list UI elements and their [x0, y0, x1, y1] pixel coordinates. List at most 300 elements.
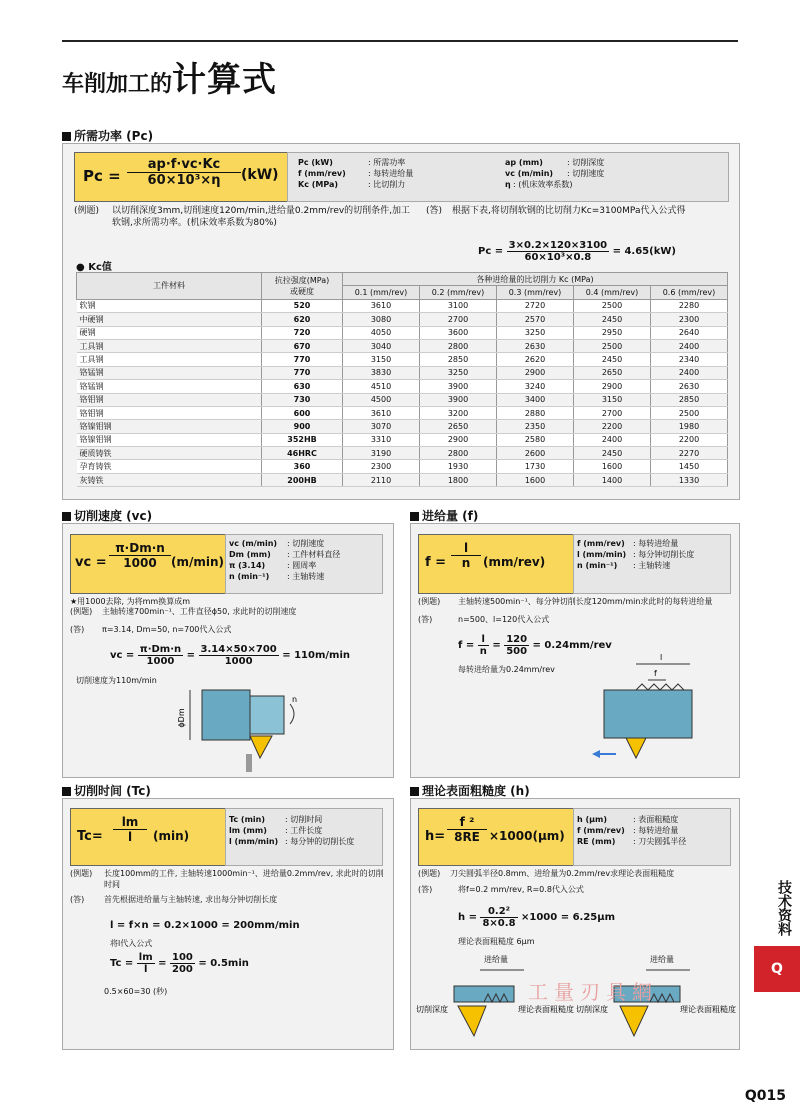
kc-cell-value: 2630	[497, 339, 574, 352]
kc-cell-value: 1600	[497, 473, 574, 486]
power-formula-numerator: ap·f·vc·Kc	[127, 157, 241, 173]
kc-cell-value: 2300	[343, 460, 420, 473]
kc-cell-value: 2900	[420, 433, 497, 446]
calc-lhs: h =	[458, 912, 477, 923]
kc-cell-value: 2650	[574, 366, 651, 379]
feed-label-1: 进给量	[484, 955, 508, 964]
section-heading-roughness: 理论表面粗糙度 (h)	[410, 782, 530, 799]
calc-lhs: f =	[458, 640, 475, 651]
kc-cell-value: 4510	[343, 380, 420, 393]
kc-cell-strength: 200HB	[262, 473, 343, 486]
time-answer-label: (答)	[70, 895, 85, 904]
section-heading-feed: 进给量 (f)	[410, 507, 478, 524]
calc-fraction-1	[138, 644, 183, 667]
table-row	[77, 326, 728, 339]
kc-cell-value: 2600	[497, 447, 574, 460]
kc-cell-strength: 520	[262, 299, 343, 312]
def-sym: n (min⁻¹)	[577, 561, 618, 570]
table-row	[77, 353, 728, 366]
calc-eq: =	[492, 640, 501, 651]
def-desc: : 切削深度	[567, 158, 605, 167]
page-title	[62, 52, 277, 101]
kc-cell-value: 1730	[497, 460, 574, 473]
def-sym: l (mm/min)	[229, 837, 279, 846]
kc-cell-value: 2900	[574, 380, 651, 393]
kc-cell-value: 1400	[574, 473, 651, 486]
power-formula-denominator: 60×10³×η	[147, 173, 221, 188]
feed-formula-lhs: f =	[425, 555, 447, 570]
def-sym: Kc (MPa)	[298, 180, 339, 189]
feed-calc	[458, 634, 612, 657]
calc-lhs: Tc =	[110, 958, 134, 969]
kc-cell-value: 2800	[420, 339, 497, 352]
kc-cell-value: 3250	[420, 366, 497, 379]
power-answer-formula	[478, 240, 676, 263]
kc-cell-value: 2720	[497, 299, 574, 312]
feed-formula-unit: (mm/rev)	[483, 555, 546, 569]
kc-col-feed: 0.6 (mm/rev)	[651, 286, 728, 299]
def-desc: : 表面粗糙度	[633, 815, 679, 824]
def-sym: f (mm/rev)	[577, 539, 625, 548]
kc-cell-value: 3150	[343, 353, 420, 366]
time-example-text: 长度100mm的工件, 主轴转速1000min⁻¹、进给量0.2mm/rev, 求此时的切削时间	[104, 869, 384, 889]
def-desc: : 每转进给量	[368, 169, 414, 178]
table-row	[77, 299, 728, 312]
kc-cell-value: 3100	[420, 299, 497, 312]
calc-fraction-2	[170, 952, 195, 975]
kc-cell-material: 硬质铸铁	[77, 447, 262, 460]
kc-cell-value: 2450	[574, 313, 651, 326]
page-title-part2: 计算式	[172, 60, 278, 100]
kc-cell-value: 1600	[574, 460, 651, 473]
power-formula-unit: (kW)	[241, 167, 279, 183]
kc-cell-value: 3610	[343, 406, 420, 419]
power-formula-box	[74, 152, 288, 202]
answer-fraction	[507, 240, 610, 263]
section-heading-power: 所需功率 (Pc)	[62, 127, 153, 144]
kc-cell-value: 3150	[574, 393, 651, 406]
kc-cell-value: 2580	[497, 433, 574, 446]
answer-denominator: 60×10³×0.8	[524, 252, 592, 263]
kc-cell-strength: 770	[262, 353, 343, 366]
table-row	[77, 393, 728, 406]
kc-cell-value: 3900	[420, 380, 497, 393]
calc-denominator: 1000	[146, 656, 175, 667]
calc-rhs: = 0.5min	[198, 958, 249, 969]
calc-rhs: ×1000 = 6.25μm	[521, 912, 616, 923]
def-sym: h (μm)	[577, 815, 608, 824]
def-sym: l (mm/min)	[577, 550, 627, 559]
def-desc: : 圆周率	[287, 561, 317, 570]
table-row	[77, 433, 728, 446]
calc-rhs: = 110m/min	[282, 650, 351, 661]
calc-denominator: 1000	[224, 656, 253, 667]
kc-cell-value: 2110	[343, 473, 420, 486]
f-label: f	[654, 669, 657, 678]
roughness-formula-numerator: f ²	[447, 815, 487, 830]
kc-cell-value: 2850	[651, 393, 728, 406]
def-sym: vc (m/min)	[229, 539, 278, 548]
kc-col-material: 工件材料	[77, 273, 262, 300]
time-defs	[229, 814, 379, 847]
kc-cell-value: 2620	[497, 353, 574, 366]
kc-cell-value: 2900	[497, 366, 574, 379]
answer-numerator: 3×0.2×120×3100	[508, 240, 608, 251]
roughness-answer-label: (答)	[418, 885, 433, 894]
kc-cell-value: 4050	[343, 326, 420, 339]
kc-cell-strength: 770	[262, 366, 343, 379]
power-example-label: (例题)	[74, 206, 100, 216]
insert-icon	[250, 736, 272, 758]
thread-profile	[636, 684, 684, 690]
power-example-text: 以切削深度3mm,切削速度120m/min,进给量0.2mm/rev的切削条件,加工软钢,求所需功率。(机床效率系数为80%)	[112, 206, 411, 228]
kc-cell-value: 2630	[651, 380, 728, 393]
kc-cell-value: 3240	[497, 380, 574, 393]
kc-cell-value: 3190	[343, 447, 420, 460]
feed-arrow-head-icon	[592, 750, 600, 758]
kc-cell-value: 1800	[420, 473, 497, 486]
calc-numerator: lm	[138, 952, 153, 963]
calc-numerator: 100	[171, 952, 193, 963]
def-sym: lm (mm)	[229, 826, 267, 835]
calc-numerator: 120	[506, 634, 528, 645]
table-row	[77, 473, 728, 486]
kc-cell-value: 3070	[343, 420, 420, 433]
table-row	[77, 447, 728, 460]
time-formula-denominator: l	[127, 830, 133, 844]
workpiece-section-1	[454, 986, 514, 1002]
kc-cell-value: 3830	[343, 366, 420, 379]
calc-fraction-2	[504, 634, 529, 657]
def-desc: : 所需功率	[368, 158, 406, 167]
power-defs-left	[298, 157, 508, 190]
section-heading-vc: 切削速度 (vc)	[62, 507, 152, 524]
vc-note: ★用1000去除, 为将mm换算成m	[70, 597, 190, 606]
def-desc: : 主轴转速	[287, 572, 325, 581]
kc-cell-value: 2500	[651, 406, 728, 419]
insert-icon	[458, 1006, 486, 1036]
def-desc: : 主轴转速	[633, 561, 671, 570]
kc-cell-value: 2200	[651, 433, 728, 446]
kc-cell-material: 软钢	[77, 299, 262, 312]
kc-cell-material: 硬钢	[77, 326, 262, 339]
kc-cell-value: 3400	[497, 393, 574, 406]
kc-cell-material: 中硬钢	[77, 313, 262, 326]
calc-numerator: 3.14×50×700	[200, 644, 277, 655]
n-label: n	[292, 695, 298, 704]
table-row	[77, 406, 728, 419]
kc-cell-strength: 900	[262, 420, 343, 433]
roughness-formula-lhs: h=	[425, 829, 446, 844]
feed-label-2: 进给量	[650, 955, 674, 964]
rotation-arrow-icon	[290, 704, 294, 724]
kc-cell-value: 4500	[343, 393, 420, 406]
kc-cell-strength: 360	[262, 460, 343, 473]
calc-eq: =	[186, 650, 196, 661]
kc-cell-value: 2350	[497, 420, 574, 433]
kc-cell-value: 3040	[343, 339, 420, 352]
time-formula-box	[70, 808, 226, 866]
def-sym: n (min⁻¹)	[229, 572, 270, 581]
time-formula-numerator: lm	[113, 815, 147, 830]
kc-cell-value: 2700	[574, 406, 651, 419]
roughness-answer-text: 将f=0.2 mm/rev, R=0.8代入公式	[458, 885, 584, 894]
def-desc: : 切削速度	[567, 169, 605, 178]
def-desc: : 比切削力	[368, 180, 406, 189]
feed-threading-diagram	[590, 650, 730, 772]
time-calc-note: 将l代入公式	[110, 939, 153, 948]
kc-col-feed: 0.3 (mm/rev)	[497, 286, 574, 299]
kc-cell-material: 铬钼钢	[77, 406, 262, 419]
dm-label: ϕDm	[177, 708, 186, 728]
feed-example-label: (例题)	[418, 597, 441, 606]
rough-label-1: 理论表面粗糙度	[518, 1005, 574, 1014]
def-sym: ap (mm)	[505, 158, 543, 167]
feed-example-text: 主轴转速500min⁻¹、每分钟切削长度120mm/min求此时的每转进给量	[458, 597, 713, 606]
workpiece-body	[202, 690, 250, 740]
feed-formula-numerator: l	[451, 541, 481, 556]
calc-denominator: 200	[171, 964, 193, 975]
roughness-example-label: (例题)	[418, 869, 441, 878]
kc-cell-value: 3310	[343, 433, 420, 446]
def-desc: : 每转进给量	[633, 826, 679, 835]
kc-cell-value: 2650	[420, 420, 497, 433]
top-rule	[62, 40, 738, 42]
kc-cell-value: 2300	[651, 313, 728, 326]
page-number: Q015	[744, 1088, 786, 1104]
vc-formula-denominator: 1000	[123, 556, 157, 570]
def-sym: f (mm/rev)	[298, 169, 346, 178]
def-desc: : (机床效率系数)	[513, 180, 573, 189]
watermark: 工量刃具網	[528, 980, 658, 1004]
roughness-formula-unit: ×1000(μm)	[489, 829, 565, 843]
def-sym: π (3.14)	[229, 561, 266, 570]
kc-col-feed: 0.4 (mm/rev)	[574, 286, 651, 299]
feed-answer-label: (答)	[418, 615, 433, 624]
kc-col-feed: 0.1 (mm/rev)	[343, 286, 420, 299]
time-calc-1: l = f×n = 0.2×1000 = 200mm/min	[110, 920, 300, 931]
vc-answer-text: π=3.14, Dm=50, n=700代入公式	[102, 625, 232, 634]
def-sym: Pc (kW)	[298, 158, 333, 167]
kc-cell-material: 铬镍钼钢	[77, 420, 262, 433]
vc-formula-numerator: π·Dm·n	[109, 541, 171, 556]
calc-fraction	[480, 906, 517, 929]
power-answer-label: (答)	[426, 206, 443, 216]
page-title-part1: 车削加工的	[62, 72, 173, 97]
kc-cell-strength: 630	[262, 380, 343, 393]
kc-cell-material: 灰铸铁	[77, 473, 262, 486]
kc-cell-value: 2700	[420, 313, 497, 326]
time-formula-unit: (min)	[153, 829, 190, 843]
def-sym: RE (mm)	[577, 837, 616, 846]
kc-cell-value: 2500	[574, 339, 651, 352]
kc-cell-value: 3600	[420, 326, 497, 339]
kc-cell-value: 2280	[651, 299, 728, 312]
kc-cell-strength: 670	[262, 339, 343, 352]
kc-cell-strength: 46HRC	[262, 447, 343, 460]
kc-cell-material: 孕育铸铁	[77, 460, 262, 473]
vc-example-text: 主轴转速700min⁻¹、工件直径ϕ50, 求此时的切削速度	[102, 607, 297, 616]
kc-cell-value: 1930	[420, 460, 497, 473]
calc-lhs: vc =	[110, 650, 135, 661]
roughness-formula-denominator: 8RE	[454, 830, 480, 844]
kc-cell-value: 1330	[651, 473, 728, 486]
calc-numerator: l	[478, 634, 489, 646]
table-row	[77, 366, 728, 379]
feed-answer-text: n=500、l=120代入公式	[458, 615, 550, 624]
calc-fraction-2	[199, 644, 279, 667]
kc-col-feed: 0.2 (mm/rev)	[420, 286, 497, 299]
kc-table	[76, 272, 728, 487]
def-desc: : 每分钟的切削长度	[285, 837, 355, 846]
calc-denominator: 8×0.8	[482, 918, 516, 929]
calc-numerator: 0.2²	[480, 906, 517, 918]
def-sym: f (mm/rev)	[577, 826, 625, 835]
time-formula-fraction	[113, 815, 147, 844]
vc-formula-fraction	[109, 541, 171, 570]
table-row	[77, 420, 728, 433]
def-sym: Tc (min)	[229, 815, 266, 824]
vc-formula-unit: (m/min)	[171, 555, 225, 569]
vc-example-label: (例题)	[70, 607, 93, 616]
time-result: 0.5×60=30 (秒)	[104, 987, 168, 996]
calc-fraction-1	[478, 634, 489, 657]
kc-cell-value: 2500	[574, 299, 651, 312]
feed-formula-fraction	[451, 541, 481, 570]
power-answer-text: 根据下表,将切削软钢的比切削力Kc=3100MPa代入公式得	[452, 206, 686, 216]
kc-cell-material: 铬锰钢	[77, 366, 262, 379]
kc-cell-value: 2270	[651, 447, 728, 460]
def-desc: : 工件材料直径	[287, 550, 341, 559]
kc-cell-strength: 620	[262, 313, 343, 326]
power-defs-right	[505, 157, 725, 190]
time-calc-2	[110, 952, 249, 975]
calc-denominator: 500	[506, 646, 528, 657]
kc-cell-value: 2400	[574, 433, 651, 446]
feed-result: 每转进给量为0.24mm/rev	[458, 665, 555, 674]
time-formula-lhs: Tc=	[77, 829, 103, 844]
kc-cell-material: 工具钢	[77, 339, 262, 352]
def-sym: η	[505, 180, 511, 189]
roughness-defs	[577, 814, 727, 847]
kc-cell-value: 3610	[343, 299, 420, 312]
table-row	[77, 380, 728, 393]
kc-table-body	[77, 299, 728, 486]
kc-cell-value: 2570	[497, 313, 574, 326]
kc-cell-value: 2450	[574, 353, 651, 366]
answer-rhs: = 4.65(kW)	[612, 246, 676, 257]
feed-formula-denominator: n	[461, 556, 471, 570]
vc-defs	[229, 538, 379, 582]
side-tab[interactable]: Q	[754, 946, 800, 992]
table-row	[77, 339, 728, 352]
kc-cell-material: 工具钢	[77, 353, 262, 366]
kc-cell-value: 2850	[420, 353, 497, 366]
kc-cell-value: 2400	[651, 366, 728, 379]
kc-cell-value: 2450	[574, 447, 651, 460]
answer-lhs: Pc =	[478, 246, 504, 257]
def-desc: : 切削速度	[287, 539, 325, 548]
kc-cell-value: 3900	[420, 393, 497, 406]
calc-eq: =	[158, 958, 167, 969]
vc-turning-diagram	[177, 684, 340, 774]
kc-cell-strength: 720	[262, 326, 343, 339]
time-answer-text: 首先根据进给量与主轴转速, 求出每分钟切削长度	[104, 895, 278, 904]
roughness-result: 理论表面粗糙度 6μm	[458, 937, 535, 946]
kc-cell-value: 2880	[497, 406, 574, 419]
insert-icon	[626, 738, 646, 758]
kc-cell-value: 3250	[497, 326, 574, 339]
kc-col-group: 各种进给量的比切削力 Kc (MPa)	[343, 273, 728, 286]
kc-cell-material: 铬锰钢	[77, 380, 262, 393]
calc-denominator: l	[143, 964, 148, 975]
power-formula-lhs: Pc =	[83, 167, 121, 185]
table-row	[77, 460, 728, 473]
kc-cell-value: 3200	[420, 406, 497, 419]
power-formula-fraction	[127, 157, 241, 188]
threaded-workpiece	[604, 690, 692, 738]
kc-cell-value: 2200	[574, 420, 651, 433]
calc-fraction-1	[137, 952, 155, 975]
tool-holder	[246, 754, 252, 772]
kc-cell-value: 2950	[574, 326, 651, 339]
roughness-formula-box	[418, 808, 574, 866]
def-sym: Dm (mm)	[229, 550, 271, 559]
kc-col-strength: 抗拉强度(MPa) 或硬度	[262, 273, 343, 300]
l-label: l	[660, 653, 663, 662]
vc-result: 切削速度为110m/min	[76, 676, 157, 685]
kc-cell-value: 1450	[651, 460, 728, 473]
calc-denominator: n	[479, 646, 487, 657]
vc-answer-label: (答)	[70, 625, 85, 634]
def-desc: : 每分钟切削长度	[633, 550, 695, 559]
kc-cell-value: 2400	[651, 339, 728, 352]
calc-numerator: π·Dm·n	[139, 644, 182, 655]
side-label: 技术资料	[776, 880, 792, 936]
section-heading-time: 切削时间 (Tc)	[62, 782, 151, 799]
def-desc: : 工件长度	[285, 826, 323, 835]
rough-label-2: 理论表面粗糙度	[680, 1005, 736, 1014]
vc-formula-lhs: vc =	[75, 555, 107, 570]
feed-defs	[577, 538, 727, 571]
def-sym: vc (m/min)	[505, 169, 554, 178]
kc-cell-strength: 730	[262, 393, 343, 406]
roughness-formula-fraction	[447, 815, 487, 844]
kc-cell-strength: 600	[262, 406, 343, 419]
vc-formula-box	[70, 534, 226, 594]
insert-icon	[620, 1006, 648, 1036]
kc-cell-material: 铬镍钼钢	[77, 433, 262, 446]
roughness-example-text: 刀尖圆弧半径0.8mm、进给量为0.2mm/rev求理论表面粗糙度	[450, 869, 675, 878]
def-desc: : 刀尖圆弧半径	[633, 837, 687, 846]
def-desc: : 切削时间	[285, 815, 323, 824]
workpiece-end	[250, 696, 284, 734]
kc-cell-value: 2340	[651, 353, 728, 366]
calc-rhs: = 0.24mm/rev	[532, 640, 612, 651]
roughness-calc	[458, 906, 615, 929]
def-desc: : 每转进给量	[633, 539, 679, 548]
kc-cell-value: 3080	[343, 313, 420, 326]
depth-label-2: 切削深度	[576, 1005, 608, 1014]
table-row	[77, 313, 728, 326]
kc-cell-strength: 352HB	[262, 433, 343, 446]
depth-label-1: 切削深度	[416, 1005, 448, 1014]
kc-cell-value: 1980	[651, 420, 728, 433]
kc-cell-value: 2800	[420, 447, 497, 460]
kc-cell-material: 铬钼钢	[77, 393, 262, 406]
kc-heading: ● Kc值	[76, 262, 112, 273]
kc-cell-value: 2640	[651, 326, 728, 339]
